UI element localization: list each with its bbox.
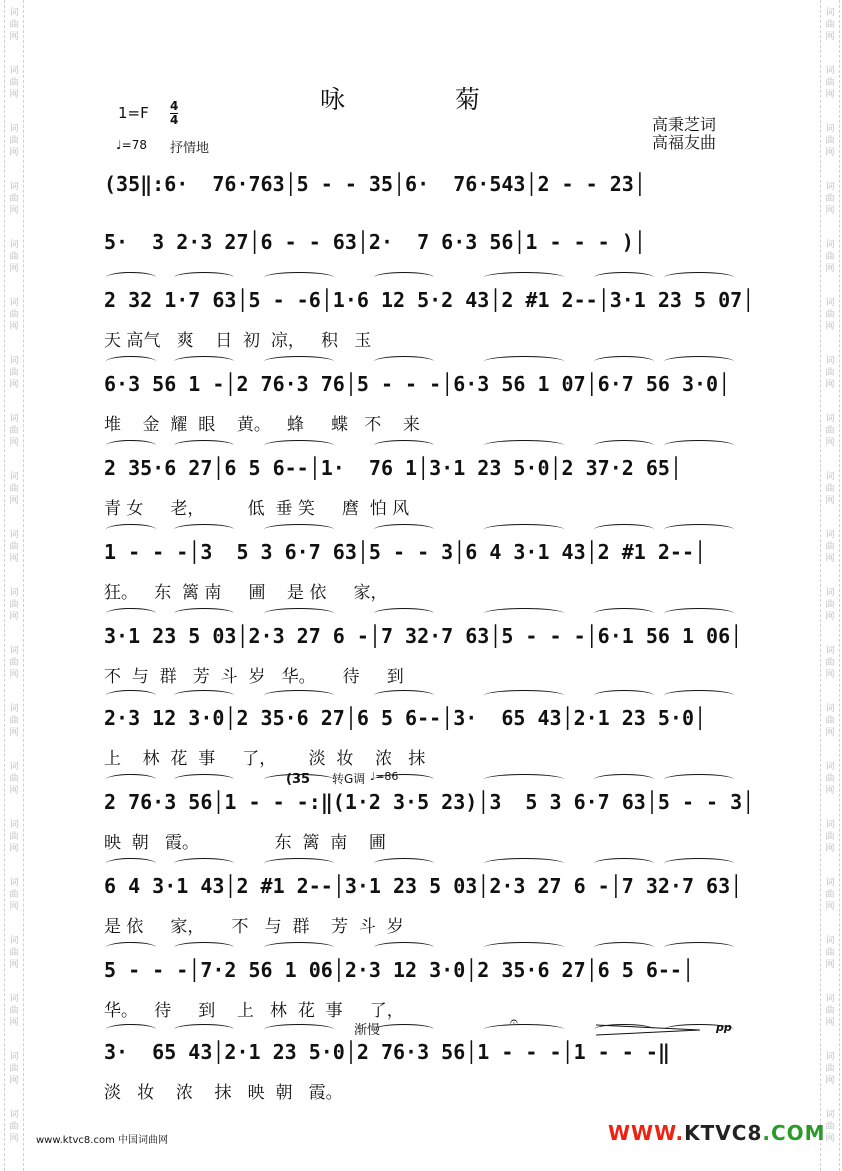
slur-mark	[484, 608, 564, 619]
watermark-char: 网	[825, 32, 835, 42]
watermark-char: 曲	[9, 716, 19, 726]
slur-mark	[106, 356, 156, 367]
slur-mark	[664, 272, 734, 283]
watermark-char: 曲	[9, 658, 19, 668]
watermark-char: 词	[9, 472, 19, 482]
notation-text: 6 4 3·1 43│2 #1 2--│3·1 23 5 03│2·3 27 6 -│7 32·7 63│	[104, 874, 743, 898]
footer-site-text: www.ktvc8.com 中国词曲网	[36, 1135, 169, 1146]
composer-credit: 高福友曲	[652, 133, 717, 152]
slur-mark	[484, 524, 564, 535]
watermark-char: 曲	[825, 890, 835, 900]
watermark-char: 曲	[825, 832, 835, 842]
logo-part-www: WWW.	[608, 1121, 685, 1145]
ritardando-label: 渐慢	[354, 1023, 381, 1038]
watermark-char: 词	[825, 356, 835, 366]
watermark-char: 词	[825, 762, 835, 772]
watermark-char: 网	[9, 90, 19, 100]
watermark-char: 词	[825, 414, 835, 424]
slur-mark	[264, 942, 334, 953]
watermark-char: 网	[825, 670, 835, 680]
watermark-char: 网	[825, 1134, 835, 1144]
watermark-char: 网	[9, 32, 19, 42]
slur-mark	[664, 858, 734, 869]
watermark-char: 网	[825, 90, 835, 100]
watermark-char: 曲	[9, 948, 19, 958]
watermark-char: 曲	[9, 1064, 19, 1074]
watermark-char: 词	[825, 936, 835, 946]
slur-mark	[594, 608, 654, 619]
lyric-row: 天 高气 爽 日 初 凉， 积 玉	[104, 331, 372, 351]
slur-mark	[264, 690, 334, 701]
watermark-char: 词	[9, 298, 19, 308]
watermark-char: 词	[825, 588, 835, 598]
slur-mark	[174, 440, 234, 451]
watermark-char: 网	[825, 612, 835, 622]
right-watermark-strip	[820, 0, 840, 1171]
left-watermark-strip	[4, 0, 24, 1171]
slur-mark	[594, 440, 654, 451]
slur-mark	[264, 524, 334, 535]
slur-mark	[594, 774, 654, 785]
watermark-char: 词	[9, 530, 19, 540]
watermark-char: 词	[9, 1052, 19, 1062]
watermark-char: 词	[825, 182, 835, 192]
notation-row	[104, 706, 744, 734]
slur-mark	[106, 774, 156, 785]
notation-row	[104, 288, 755, 316]
notation-text: 5 - - -│7·2 56 1 06│2·3 12 3·0│2 35·6 27│6 5 6--│	[104, 958, 695, 982]
watermark-char: 网	[9, 612, 19, 622]
notation-text: 3·1 23 5 03│2·3 27 6 -│7 32·7 63│5 - - -│6·1 56 1 06│	[104, 624, 743, 648]
slur-mark	[174, 356, 234, 367]
slur-mark	[374, 608, 434, 619]
slur-mark	[594, 524, 654, 535]
slur-mark	[374, 942, 434, 953]
slur-mark	[106, 690, 156, 701]
watermark-char: 网	[9, 1134, 19, 1144]
logo-part-com: .COM	[762, 1121, 826, 1145]
watermark-char: 网	[9, 670, 19, 680]
watermark-char: 网	[825, 438, 835, 448]
watermark-char: 词	[825, 704, 835, 714]
slur-mark	[106, 440, 156, 451]
slur-mark	[174, 774, 234, 785]
slur-mark	[174, 690, 234, 701]
watermark-char: 网	[9, 554, 19, 564]
slur-mark	[484, 1024, 564, 1035]
watermark-char: 词	[9, 820, 19, 830]
watermark-char: 网	[9, 206, 19, 216]
slur-mark	[594, 858, 654, 869]
notation-text: 2 76·3 56│1 - - -:‖(1·2 3·5 23)│3 5 3 6·7 63│5 - - 3│	[104, 790, 755, 814]
watermark-char: 词	[9, 66, 19, 76]
watermark-char: 网	[825, 206, 835, 216]
notation-row	[104, 172, 744, 200]
watermark-char: 曲	[825, 716, 835, 726]
watermark-char: 词	[9, 8, 19, 18]
lyric-row: 狂。 东 篱 南 圃 是 依 家，	[104, 583, 388, 603]
slur-mark	[664, 690, 734, 701]
watermark-char: 曲	[9, 20, 19, 30]
slur-mark	[664, 356, 734, 367]
pianissimo-mark: pp	[716, 1021, 732, 1034]
watermark-char: 词	[9, 588, 19, 598]
notation-row	[104, 230, 744, 258]
watermark-char: 曲	[825, 542, 835, 552]
time-signature-top: 4	[170, 99, 179, 113]
watermark-char: 词	[825, 124, 835, 134]
watermark-char: 曲	[825, 600, 835, 610]
notation-row	[104, 874, 744, 902]
slur-mark	[374, 1024, 434, 1035]
slur-mark	[374, 440, 434, 451]
slur-mark	[664, 774, 734, 785]
notation-row	[104, 372, 744, 400]
watermark-char: 曲	[825, 484, 835, 494]
watermark-char: 曲	[825, 194, 835, 204]
watermark-char: 词	[9, 414, 19, 424]
notation-row	[104, 624, 744, 652]
lyricist-credit: 高秉芝词	[652, 115, 717, 134]
watermark-char: 网	[825, 380, 835, 390]
watermark-char: 网	[825, 960, 835, 970]
slur-mark	[174, 1024, 234, 1035]
fermata-icon: 𝄐	[510, 1014, 518, 1030]
slur-mark	[174, 942, 234, 953]
slur-mark	[484, 942, 564, 953]
watermark-char: 曲	[825, 1064, 835, 1074]
watermark-char: 网	[9, 902, 19, 912]
notation-text: 6·3 56 1 -│2 76·3 76│5 - - -│6·3 56 1 07│6·7 56 3·0│	[104, 372, 731, 396]
notation-text: 2·3 12 3·0│2 35·6 27│6 5 6--│3· 65 43│2·1 23 5·0│	[104, 706, 707, 730]
slur-mark	[106, 858, 156, 869]
watermark-char: 曲	[825, 1006, 835, 1016]
watermark-char: 曲	[825, 252, 835, 262]
watermark-char: 曲	[9, 310, 19, 320]
notation-text: 3· 65 43│2·1 23 5·0│2 76·3 56│1 - - -│1 - - -‖	[104, 1040, 670, 1064]
notation-text: 5· 3 2·3 27│6 - - 63│2· 7 6·3 56│1 - - - )│	[104, 230, 646, 254]
watermark-char: 曲	[825, 310, 835, 320]
watermark-char: 词	[9, 1110, 19, 1120]
watermark-char: 曲	[825, 658, 835, 668]
watermark-char: 网	[9, 728, 19, 738]
lyric-row: 上 林 花 事 了， 淡 妆 浓 抹	[104, 749, 426, 769]
watermark-char: 词	[825, 8, 835, 18]
watermark-char: 网	[825, 496, 835, 506]
lyric-row: 淡 妆 浓 抹 映 朝 霞。	[104, 1083, 343, 1103]
lyric-row: 华。 待 到 上 林 花 事 了，	[104, 1001, 404, 1021]
notation-row	[104, 958, 744, 986]
slur-mark	[264, 1024, 334, 1035]
watermark-char: 网	[9, 786, 19, 796]
watermark-char: 词	[825, 994, 835, 1004]
slur-mark	[594, 272, 654, 283]
title-char-2: 菊	[455, 85, 481, 114]
slur-mark	[374, 858, 434, 869]
watermark-char: 网	[825, 786, 835, 796]
slur-mark	[106, 942, 156, 953]
watermark-char: 词	[9, 240, 19, 250]
notation-text: 2 35·6 27│6 5 6--│1· 76 1│3·1 23 5·0│2 37·2 65│	[104, 456, 682, 480]
slur-mark	[106, 1024, 156, 1035]
watermark-char: 网	[825, 554, 835, 564]
watermark-char: 词	[825, 1052, 835, 1062]
watermark-char: 网	[9, 148, 19, 158]
watermark-char: 曲	[9, 890, 19, 900]
slur-mark	[484, 272, 564, 283]
watermark-char: 网	[825, 322, 835, 332]
slur-mark	[594, 356, 654, 367]
slur-mark	[664, 942, 734, 953]
watermark-char: 曲	[9, 136, 19, 146]
watermark-char: 网	[9, 1076, 19, 1086]
watermark-char: 曲	[825, 78, 835, 88]
modulation-label: 转G调	[332, 772, 366, 786]
notation-row	[104, 540, 744, 568]
watermark-char: 网	[9, 844, 19, 854]
watermark-char: 曲	[825, 426, 835, 436]
watermark-char: 词	[825, 240, 835, 250]
watermark-char: 词	[825, 530, 835, 540]
watermark-char: 词	[9, 936, 19, 946]
watermark-char: 网	[825, 1076, 835, 1086]
watermark-char: 曲	[825, 1122, 835, 1132]
alt-repeat-note: (35	[286, 772, 311, 787]
decrescendo-hairpin	[596, 1024, 700, 1036]
watermark-char: 网	[825, 1018, 835, 1028]
notation-text: 2 32 1·7 63│5 - -6│1·6 12 5·2 43│2 #1 2--│3·1 23 5 07│	[104, 288, 755, 312]
watermark-char: 网	[825, 902, 835, 912]
watermark-char: 曲	[9, 426, 19, 436]
slur-mark	[374, 690, 434, 701]
watermark-char: 曲	[825, 136, 835, 146]
time-signature-bottom: 4	[170, 113, 179, 127]
watermark-char: 词	[9, 878, 19, 888]
watermark-char: 网	[9, 380, 19, 390]
slur-mark	[594, 942, 654, 953]
watermark-char: 词	[825, 66, 835, 76]
slur-mark	[484, 858, 564, 869]
watermark-char: 曲	[9, 252, 19, 262]
slur-mark	[106, 524, 156, 535]
watermark-char: 词	[825, 472, 835, 482]
slur-mark	[106, 272, 156, 283]
watermark-char: 词	[9, 356, 19, 366]
watermark-char: 曲	[9, 600, 19, 610]
slur-mark	[484, 774, 564, 785]
slur-mark	[484, 690, 564, 701]
watermark-char: 曲	[825, 368, 835, 378]
watermark-char: 曲	[9, 774, 19, 784]
song-title	[320, 80, 590, 116]
slur-mark	[264, 356, 334, 367]
watermark-char: 网	[9, 960, 19, 970]
watermark-char: 网	[9, 264, 19, 274]
slur-mark	[664, 608, 734, 619]
notation-row	[104, 456, 744, 484]
slur-mark	[484, 356, 564, 367]
watermark-char: 网	[825, 728, 835, 738]
watermark-char: 曲	[9, 1122, 19, 1132]
watermark-char: 网	[9, 1018, 19, 1028]
watermark-char: 词	[825, 1110, 835, 1120]
lyric-row: 映 朝 霞。 东 篱 南 圃	[104, 833, 386, 853]
footer-logo	[608, 1121, 826, 1145]
watermark-char: 词	[9, 646, 19, 656]
lyric-row: 是 依 家， 不 与 群 芳 斗 岁	[104, 917, 404, 937]
slur-mark	[594, 690, 654, 701]
watermark-char: 词	[9, 704, 19, 714]
watermark-char: 词	[9, 124, 19, 134]
slur-mark	[664, 524, 734, 535]
expression-marking: 抒情地	[170, 141, 210, 156]
slur-mark	[174, 524, 234, 535]
slur-mark	[174, 608, 234, 619]
watermark-char: 曲	[9, 368, 19, 378]
slur-mark	[264, 608, 334, 619]
watermark-char: 网	[825, 844, 835, 854]
watermark-char: 曲	[9, 1006, 19, 1016]
watermark-char: 网	[9, 496, 19, 506]
watermark-char: 曲	[9, 832, 19, 842]
watermark-char: 网	[9, 322, 19, 332]
slur-mark	[374, 524, 434, 535]
title-char-1: 咏	[320, 85, 346, 114]
watermark-char: 词	[825, 646, 835, 656]
watermark-char: 曲	[9, 194, 19, 204]
logo-part-brand: KTVC8	[684, 1121, 763, 1145]
watermark-char: 曲	[9, 542, 19, 552]
watermark-char: 词	[825, 878, 835, 888]
second-tempo-marking: ♩=86	[370, 770, 399, 783]
watermark-char: 词	[825, 820, 835, 830]
slur-mark	[484, 440, 564, 451]
slur-mark	[264, 440, 334, 451]
watermark-char: 词	[9, 762, 19, 772]
lyric-row: 堆 金 耀 眼 黄。 蜂 蝶 不 来	[104, 415, 420, 435]
slur-mark	[174, 858, 234, 869]
watermark-char: 网	[825, 148, 835, 158]
slur-mark	[664, 440, 734, 451]
watermark-char: 曲	[825, 774, 835, 784]
lyric-row: 不 与 群 芳 斗 岁 华。 待 到	[104, 667, 404, 687]
slur-mark	[264, 858, 334, 869]
slur-mark	[174, 272, 234, 283]
key-signature: 1=F	[118, 104, 149, 122]
notation-row	[104, 1040, 744, 1068]
watermark-char: 词	[825, 298, 835, 308]
watermark-char: 词	[9, 182, 19, 192]
slur-mark	[264, 272, 334, 283]
watermark-char: 网	[825, 264, 835, 274]
watermark-char: 曲	[825, 20, 835, 30]
watermark-char: 曲	[9, 484, 19, 494]
watermark-char: 词	[9, 994, 19, 1004]
lyric-row: 青 女 老， 低 垂 笑 麿 怕 风	[104, 499, 410, 519]
watermark-char: 网	[9, 438, 19, 448]
time-signature	[170, 100, 178, 127]
tempo-marking: ♩=78	[116, 138, 147, 152]
watermark-char: 曲	[825, 948, 835, 958]
slur-mark	[374, 272, 434, 283]
notation-text: (35‖:6· 76·763│5 - - 35│6· 76·543│2 - - 23│	[104, 172, 646, 196]
notation-text: 1 - - -│3 5 3 6·7 63│5 - - 3│6 4 3·1 43│2 #1 2--│	[104, 540, 707, 564]
slur-mark	[106, 608, 156, 619]
watermark-char: 曲	[9, 78, 19, 88]
slur-mark	[374, 356, 434, 367]
notation-row	[104, 790, 755, 818]
